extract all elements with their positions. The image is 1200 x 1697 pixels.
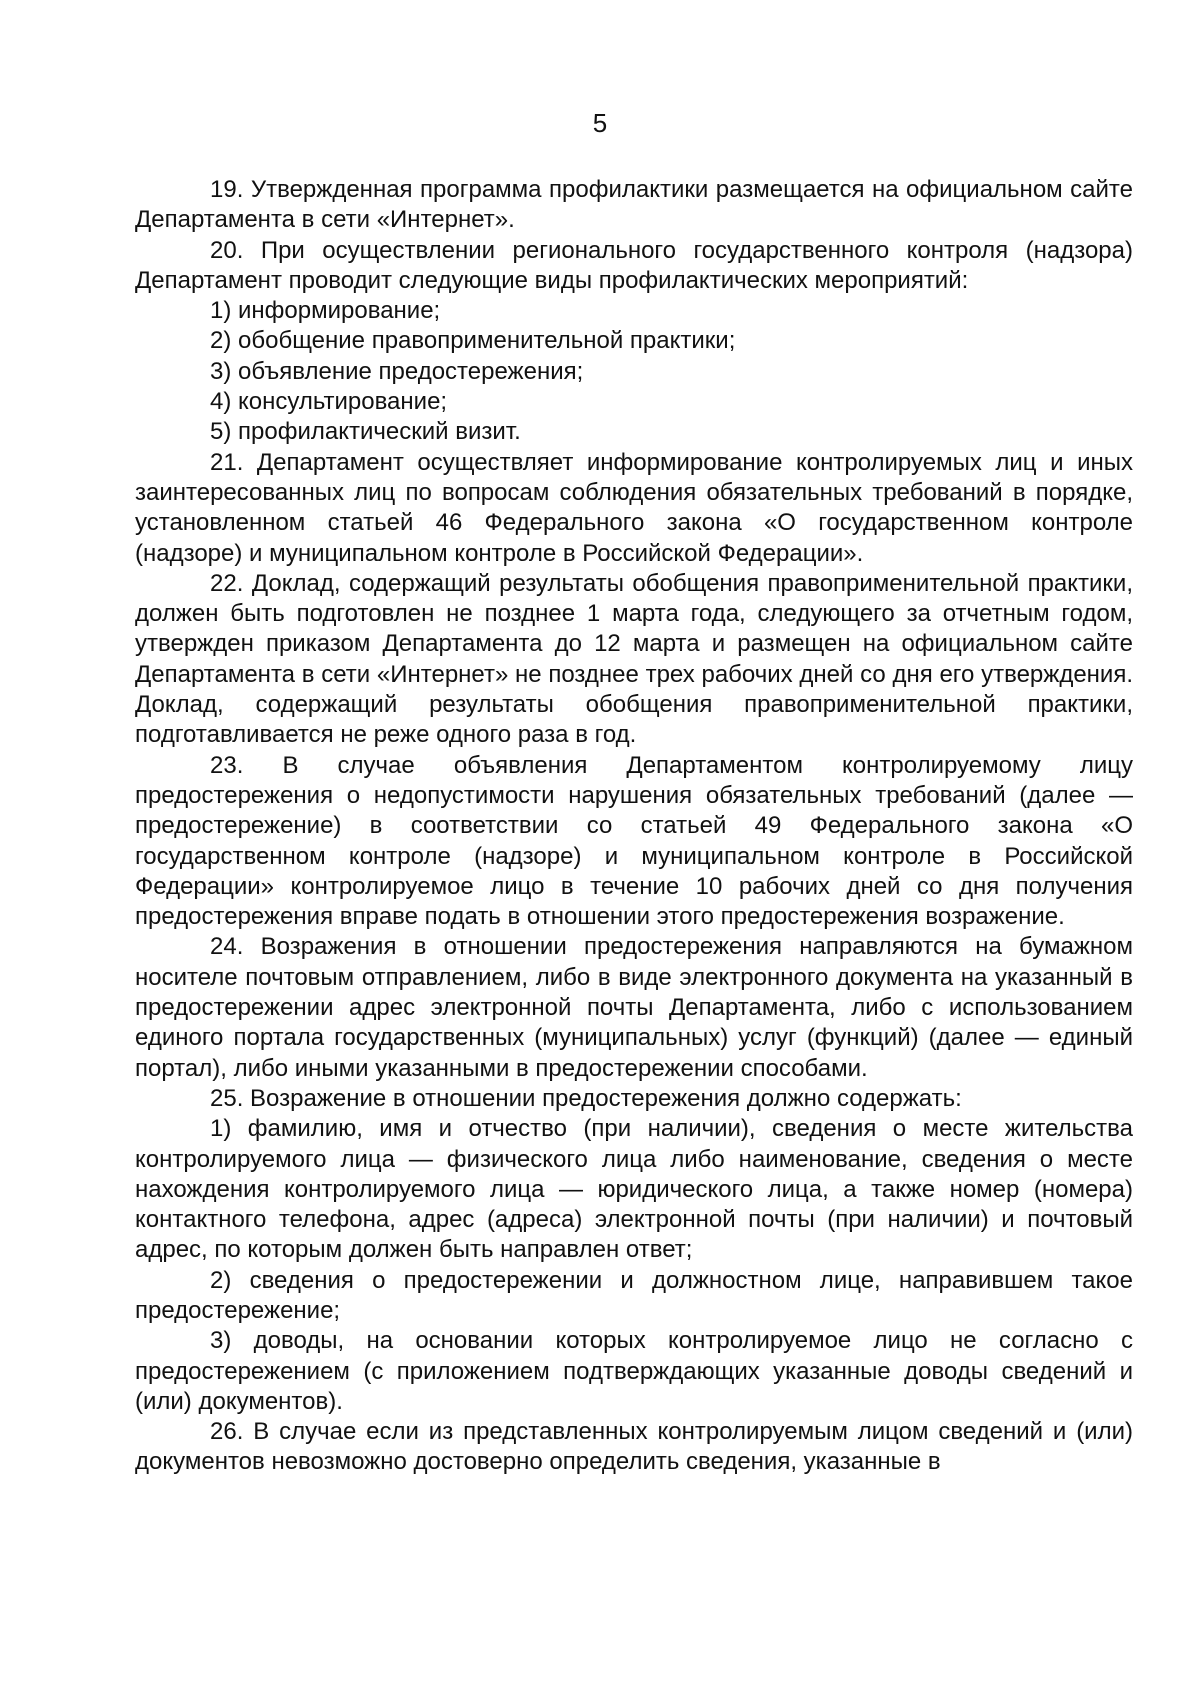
list-item-warning: 3) объявление предостережения;: [210, 357, 584, 385]
paragraph-26: 26. В случае если из представленных контролируемым лицом сведений и (или) документов невозможно достоверно определить сведения, указанные в: [135, 1418, 1133, 1476]
list-item-consulting: 4) консультирование;: [210, 388, 448, 416]
paragraph-24: 24. Возражения в отношении предостережения направляются на бумажном носителе почтовым отправлением, либо в виде электронного документа на указанный в предостережении адрес электронной почты Департамента, либо с использованием единого портала государственных (муниципальных) услуг (функций) (далее — единый портал), либо иными указанными в предостережении способами.: [135, 933, 1133, 1082]
paragraph-20: 20. При осуществлении регионального государственного контроля (надзора) Департамент проводит следующие виды профилактических мероприятий:: [135, 236, 1133, 294]
paragraph-22: 22. Доклад, содержащий результаты обобщения правоприменительной практики, должен быть подготовлен не позднее 1 марта года, следующего за отчетным годом, утвержден приказом Департамента до 12 марта и размещен на официальном сайте Департамента в сети «Интернет» не позднее трех рабочих дней со дня его утверждения. Доклад, содержащий результаты обобщения правоприменительной практики, подготавливается не реже одного раза в год.: [135, 569, 1133, 749]
document-body: [135, 175, 1133, 1478]
list-item-preventive-visit: 5) профилактический визит.: [210, 418, 521, 446]
page-number: 5: [592, 108, 608, 138]
paragraph-19: 19. Утвержденная программа профилактики размещается на официальном сайте Департамента в сети «Интернет».: [135, 176, 1133, 234]
list-item-generalization: 2) обобщение правоприменительной практики;: [210, 327, 736, 355]
objection-item-3: 3) доводы, на основании которых контролируемое лицо не согласно с предостережением (с приложением подтверждающих указанные доводы сведений и (или) документов).: [135, 1327, 1133, 1415]
paragraph-25: 25. Возражение в отношении предостережения должно содержать:: [210, 1084, 962, 1112]
list-item-informing: 1) информирование;: [210, 297, 441, 325]
paragraph-21: 21. Департамент осуществляет информирование контролируемых лиц и иных заинтересованных лиц по вопросам соблюдения обязательных требований в порядке, установленном статьей 46 Федерального закона «О государственном контроле (надзоре) и муниципальном контроле в Российской Федерации».: [135, 448, 1133, 567]
objection-item-2: 2) сведения о предостережении и должностном лице, направившем такое предостережение;: [135, 1266, 1133, 1324]
objection-item-1: 1) фамилию, имя и отчество (при наличии), сведения о месте жительства контролируемого лица — физического лица либо наименование, сведения о месте нахождения контролируемого лица — юридического лица, а также номер (номера) контактного телефона, адрес (адреса) электронной почты (при наличии) и почтовый адрес, по которым должен быть направлен ответ;: [135, 1115, 1133, 1264]
paragraph-23: 23. В случае объявления Департаментом контролируемому лицу предостережения о недопустимости нарушения обязательных требований (далее — предостережение) в соответствии со статьей 49 Федерального закона «О государственном контроле (надзоре) и муниципальном контроле в Российской Федерации» контролируемое лицо в течение 10 рабочих дней со дня получения предостережения вправе подать в отношении этого предостережения возражение.: [135, 751, 1133, 931]
